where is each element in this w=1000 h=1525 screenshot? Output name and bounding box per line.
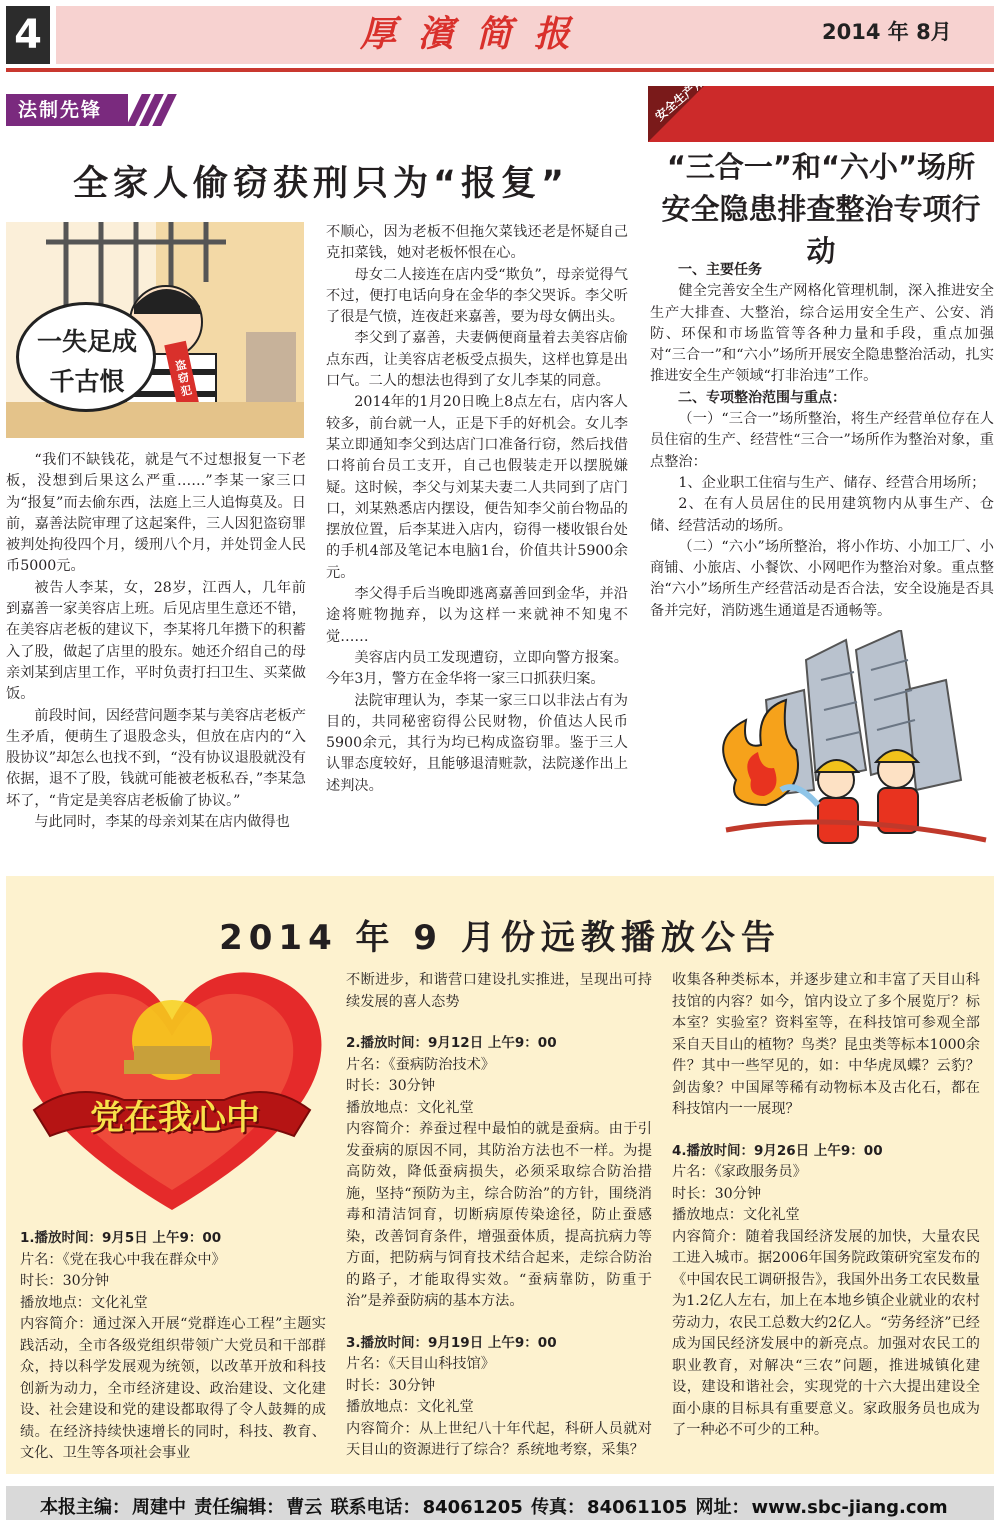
section-title: 二、专项整治范围与重点：	[678, 389, 846, 406]
label: 播放地点：	[672, 1207, 743, 1223]
program-duration: 30分钟	[388, 1078, 436, 1094]
program-venue: 文化礼堂	[416, 1399, 474, 1415]
program-1	[20, 1228, 326, 1465]
sponsor-label: 本报主编：	[40, 1497, 130, 1518]
label: 片名：	[672, 1164, 715, 1180]
website-link[interactable]: www.sbc-jiang.com	[751, 1497, 948, 1518]
program-intro	[346, 1419, 652, 1462]
left-article-col2	[326, 222, 628, 797]
paragraph: 1、企业职工住宿与生产、储存、经营合用场所；	[678, 474, 986, 491]
sash-text: 盗窃犯	[174, 358, 194, 399]
page-number: 4	[6, 6, 50, 64]
notice-col3	[672, 970, 980, 1442]
program-venue: 文化礼堂	[90, 1294, 148, 1311]
label: 时长：	[346, 1078, 389, 1094]
right-headline-line2: 安全隐患排查整治专项行动	[661, 192, 981, 268]
program-venue: 文化礼堂	[742, 1207, 800, 1223]
section-title: 一、主要任务	[678, 262, 762, 278]
spacer	[346, 1313, 652, 1333]
program-intro-text: 养蚕过程中最怕的就是蚕病。由于引发蚕病的原因不同，其防治方法也不一样。为提高防效，降低蚕病损失，必须采取综合防治措施，坚持“预防为主，综合防治”的方针，围绕消毒和清洁饲育，切断病原传染途径，防止蚕感染，改善饲育条件，增强蚕体质，提高抗病力等方面，把防病与饲育技术结合起来，走综合防治的路子，才能取得实效。“蚕病靠防，防重于治”是养蚕防病的基本方法。	[346, 1121, 652, 1309]
phone-number: 84061205	[422, 1497, 523, 1518]
label: 内容简介：	[346, 1121, 419, 1137]
program-time: 2.播放时间：9月12日 上午9：00	[346, 1035, 557, 1051]
label: 片名：	[346, 1356, 389, 1372]
banner-text: 党在我心中	[90, 1098, 260, 1138]
program-duration-row	[346, 1076, 652, 1098]
program-intro-text: 通过深入开展“党群连心工程”主题实践活动，全市各级党组织带领广大党员和干部群众，持以科学发展观为统领，以改革开放和科技创新为动力，全市经济建设、政治建设、文化建设、社会建设和党的建设都取得了令人鼓舞的成绩。在经济持续快速增长的同时，科技、教育、文化、卫生等各项社会事业	[20, 1316, 326, 1461]
label: 片名：	[346, 1056, 389, 1073]
paragraph: 被告人李某，女，28岁，江西人，几年前到嘉善一家美容店上班。后见店里生意还不错，在美容店老板的建议下，李某将几年攒下的积蓄入了股，做起了店里的股东。她还介绍自己的母亲刘某到店里工作，平时负责打扫卫生、买菜做饭。	[6, 579, 306, 703]
right-headline	[648, 146, 994, 272]
thief-cartoon	[6, 222, 304, 438]
program-time: 4.播放时间：9月26日 上午9：00	[672, 1142, 883, 1159]
paragraph: 健全完善安全生产网格化管理机制，深入推进安全生产大排查、大整治，综合运用安全生产、公安、消防、环保和市场监管等各种力量和手段，重点加强对“三合一”和“六小”场所开展安全隐患整治活动，扎实推进安全生产领域“打非治违”工作。	[650, 283, 994, 385]
fire-buildings-icon	[686, 630, 992, 854]
program-venue-row	[20, 1293, 326, 1315]
paragraph: “我们不缺钱花，就是气不过想报复一下老板，没想到后果这么严重……”李某一家三口为“报复”而去偷东西，法庭上三人追悔莫及。日前，嘉善法院审理了这起案件，三人因犯盗窃罪被判处拘役四个月，缓刑八个月，并处罚金人民币5000元。	[6, 452, 306, 575]
program-name: 《家政服务员》	[714, 1164, 807, 1180]
spacer	[346, 1013, 652, 1033]
label: 内容简介：	[20, 1316, 93, 1332]
label: 时长：	[672, 1185, 715, 1202]
paragraph: 2、在有人员居住的民用建筑物内从事生产、仓储、经营活动的场所。	[650, 496, 994, 534]
label: 播放地点：	[346, 1099, 417, 1116]
editor-label: 责任编辑：	[194, 1497, 285, 1518]
paragraph: 李父得手后当晚即逃离嘉善回到金华，并沿途将赃物抛弃，以为这样一来就神不知鬼不觉……	[326, 586, 628, 645]
paragraph: 2014年的1月20日晚上8点左右，店内客人较多，前台就一人，正是下手的好机会。女儿李某立即通知李父到达店门口准备行窃，然后找借口将前台员工支开，自己也假装走开以摆脱嫌疑。这时候，李父与刘某夫妻二人共同到了店门口，刘某熟悉店内摆设，便告知李父前台物品的摆放位置，后李某进入店内，窃得一楼收银台处的手机4部及笔记本电脑1台，价值共计5900余元。	[326, 394, 628, 581]
web-label: 网址：	[695, 1497, 750, 1518]
program-duration-row	[672, 1184, 980, 1206]
right-article-body	[650, 260, 994, 622]
program-venue: 文化礼堂	[416, 1099, 474, 1116]
party-heart-emblem	[14, 960, 330, 1218]
sponsor-name: 周建中	[132, 1497, 186, 1518]
fax-number: 84061105	[587, 1497, 688, 1518]
program-name: 《蚕病防治技术》	[388, 1056, 495, 1073]
program-name: 《党在我心中我在群众中》	[62, 1251, 226, 1268]
program-name: 《天目山科技馆》	[388, 1356, 495, 1372]
label: 时长：	[20, 1273, 63, 1289]
column-tag: 法制先锋	[6, 94, 128, 126]
spacer	[672, 1121, 980, 1141]
paragraph: （二）“六小”场所整治，将小作坊、小加工厂、小商铺、小旅店、小餐饮、小网吧作为整治对象。重点整治“六小”场所生产经营活动是否合法，安全设施是否具备并完好，消防逃生通道是否通畅等。	[650, 538, 994, 619]
notice-col2	[346, 970, 652, 1462]
program-time: 3.播放时间：9月19日 上午9：00	[346, 1334, 557, 1351]
label: 内容简介：	[672, 1228, 746, 1245]
program-duration: 30分钟	[62, 1273, 110, 1289]
program-intro	[20, 1314, 326, 1465]
program-3-continued: 收集各种类标本，并逐步建立和丰富了天目山科技馆的内容？如今，馆内设立了多个展览厅？标本室？实验室？资料室等，在科技馆可参观全部采自天目山的植物？鸟类？昆虫类等标本1000余件？其中一些罕见的，如：中华虎凤蝶？云豹？剑齿象？中国犀等稀有动物标本及古化石，都在科技馆内一一展现？	[672, 972, 980, 1117]
program-duration: 30分钟	[714, 1185, 762, 1202]
program-venue-row	[346, 1098, 652, 1120]
program-venue-row	[346, 1397, 652, 1419]
program-duration-row	[20, 1271, 326, 1293]
label: 内容简介：	[346, 1420, 419, 1437]
label: 片名：	[20, 1251, 63, 1268]
paragraph: 与此同时，李某的母亲刘某在店内做得也	[34, 814, 290, 831]
program-name-row	[20, 1250, 326, 1272]
program-time: 1.播放时间：9月5日 上午9：00	[20, 1230, 222, 1246]
paragraph: 不顺心，因为老板不但拖欠菜钱还老是怀疑自己克扣菜钱，她对老板怀恨在心。	[326, 224, 628, 262]
footer-info	[40, 1493, 950, 1519]
program-name-row	[672, 1162, 980, 1184]
masthead-rule	[6, 68, 994, 72]
issue-date: 2014 年 8月	[822, 20, 952, 44]
program-intro-text: 从上世纪八十年代起，科研人员就对天目山的资源进行了综合？系统地考察，采集？	[346, 1420, 652, 1458]
heart-icon	[14, 960, 330, 1218]
firefighter-illustration	[686, 630, 992, 854]
program-duration-row	[346, 1376, 652, 1398]
fax-label: 传真：	[531, 1497, 586, 1518]
right-headline-line1: “三合一”和“六小”场所	[666, 150, 976, 184]
program-intro-text: 随着我国经济发展的加快，大量农民工进入城市。据2006年国务院政策研究室发布的《中国农民工调研报告》，我国外出务工农民数量为1.2亿人左右，加上在本地乡镇企业就业的农村劳动力，农民工总数大约2亿人。“劳务经济”已经成为国民经济发展中的新亮点。加强对农民工的职业教育，对解决“三农”问题，推进城镇化建设，建设和谐社会，实现党的十六大提出建设全面小康的目标具有重要意义。家政服务员也成为了一种必不可少的工种。	[672, 1228, 980, 1438]
program-venue-row	[672, 1205, 980, 1227]
paragraph: 法院审理认为，李某一家三口以非法占有为目的，共同秘密窃得公民财物，价值达人民币5900余元，其行为均已构成盗窃罪。鉴于三人认罪态度较好，且能够退清赃款，法院遂作出上述判决。	[326, 692, 628, 794]
left-headline: 全家人偷窃获刑只为“报复”	[72, 164, 569, 204]
program-name-row	[346, 1055, 652, 1077]
program-1-continued: 不断进步，和谐营口建设扎实推进，呈现出可持续发展的喜人态势	[346, 972, 652, 1010]
paragraph: （一）“三合一”场所整治，将生产经营单位存在人员住宿的生产、经营性“三合一”场所作为整治对象，重点整治：	[650, 411, 994, 470]
editor-name: 曹云	[286, 1497, 323, 1518]
paragraph: 李父到了嘉善，夫妻俩便商量着去美容店偷点东西，让美容店老板受点损失，这样也算是出口气。二人的想法也得到了女儿李某的同意。	[326, 330, 628, 390]
phone-label: 联系电话：	[330, 1497, 421, 1518]
left-article-col1	[6, 450, 306, 833]
paragraph: 母女二人接连在店内受“欺负”，母亲觉得气不过，便打电话向身在金华的李父哭诉。李父听了很是气愤，连夜赶来嘉善，要为母女俩出头。	[326, 266, 628, 326]
paragraph: 前段时间，因经营问题李某与美容店老板产生矛盾，便萌生了退股念头，但放在店内的“入股协议”却怎么也找不到，“没有协议退股就没有依据，退不了股，钱就可能被老板私吞，”李某急坏了，“肯定是美容店老板偷了协议。”	[6, 707, 306, 809]
program-intro	[672, 1227, 980, 1442]
program-name-row	[346, 1354, 652, 1376]
label: 播放地点：	[20, 1294, 91, 1311]
bubble-line-1: 一失足成	[36, 327, 137, 356]
label: 时长：	[346, 1377, 389, 1394]
paper-name: 厚濱简报	[360, 13, 593, 55]
label: 播放地点：	[346, 1399, 417, 1415]
notice-title: 2014 年 9 月份远教播放公告	[219, 918, 781, 958]
paragraph: 美容店内员工发现遭窃，立即向警方报案。今年3月，警方在金华将一家三口抓获归案。	[326, 649, 628, 688]
safety-corner-label: 安全生产角	[652, 74, 708, 124]
bubble-line-2: 千古恨	[49, 367, 125, 396]
program-intro	[346, 1119, 652, 1313]
program-duration: 30分钟	[388, 1377, 436, 1394]
